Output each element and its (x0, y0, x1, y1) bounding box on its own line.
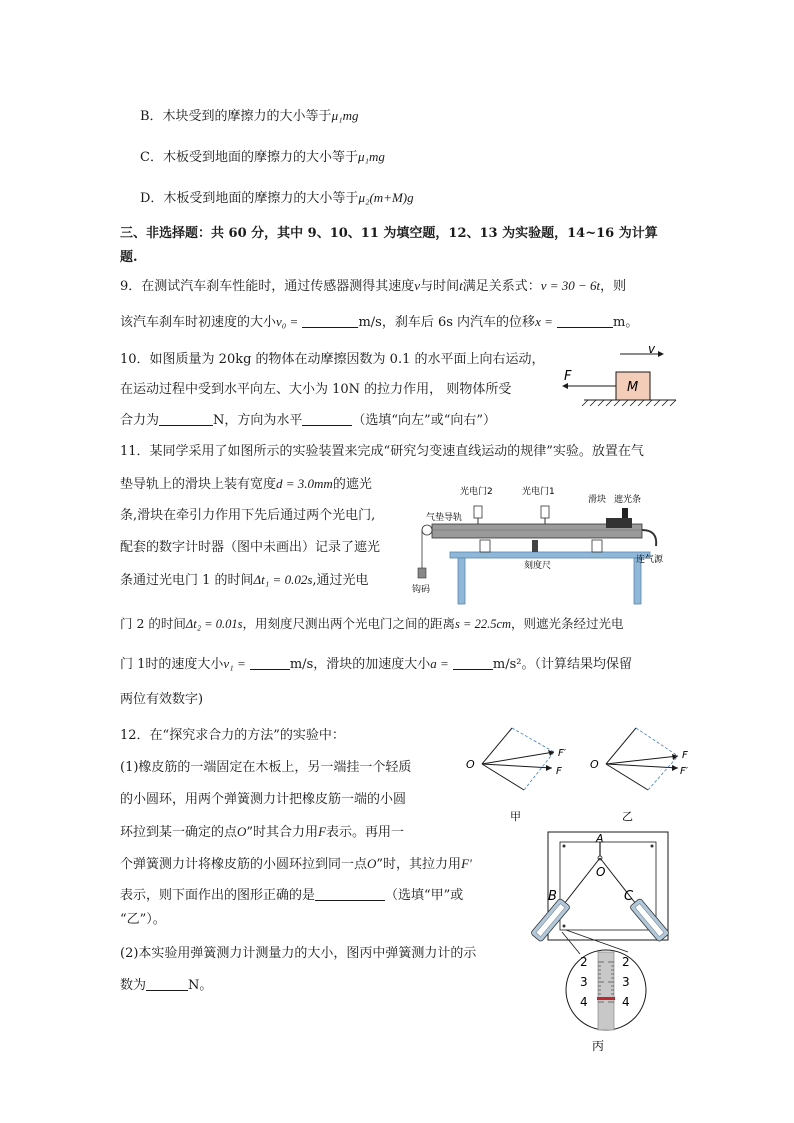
q9-text-d: ，则 (600, 279, 627, 294)
q11-line7-text-c: m/s²。（计算结果均保留 (492, 657, 633, 672)
figure-yi (586, 722, 698, 828)
section3-heading: 三、非选择题：共 60 分，其中 9、10、11 为填空题，12、13 为实验题，14~16 为计算 (120, 226, 658, 241)
option-c-math: μ₁mg (357, 149, 385, 164)
q10-blank-direction[interactable] (302, 412, 352, 426)
q11-line7-text: 门 1时的速度大小 (120, 657, 224, 672)
q9-equation: v = 30 − 6t (540, 278, 601, 293)
yi-label-f: F (682, 750, 688, 761)
scale-2-right: 2 (622, 955, 630, 969)
yi-fprime-line (606, 764, 678, 768)
jia-force-2 (482, 764, 524, 790)
force-label: F (564, 369, 572, 384)
q10-line3-text-c: （选填“向左”或“向右”） (352, 413, 496, 428)
q11-line2-text: 垫导轨上的滑块上装有宽度 (120, 477, 277, 492)
q10-line3 (120, 411, 496, 431)
label-c: C (624, 889, 634, 904)
q11-line5-text: 条通过光电门 1 的时间 (120, 573, 254, 588)
option-c (140, 147, 385, 168)
q12-point-o-2: O (367, 856, 377, 871)
q11-width: d = 3.0mm (276, 476, 333, 491)
yi-force-1 (606, 728, 636, 764)
q11-line6 (120, 614, 624, 634)
table-leg-left (458, 558, 465, 604)
ground-hatch (582, 400, 676, 406)
q12-line4-text: 环拉到某一确定的点 (120, 825, 238, 840)
label-gate1: 光电门1 (522, 487, 555, 497)
q9-line2 (120, 312, 638, 333)
jia-label-o: O (466, 758, 475, 771)
q9-line2-text: 该汽车刹车时初速度的大小 (120, 315, 277, 330)
block-m-label: M (627, 380, 639, 395)
option-c-text: C．木板受到地面的摩擦力的大小等于 (140, 150, 358, 165)
q9-text-b: 与时间 (420, 279, 460, 294)
q9-v-symbol: v (414, 278, 421, 293)
pin-1 (563, 845, 566, 848)
q9-blank-x[interactable] (557, 314, 613, 328)
scale-pointer (597, 997, 615, 1000)
option-d (140, 188, 414, 209)
jia-fprime-line (482, 764, 552, 768)
q10-line3-text: 合力为 (120, 413, 160, 428)
section3-heading-cont: 题. (120, 250, 138, 265)
label-gate2: 光电门2 (460, 487, 493, 497)
velocity-label: v (648, 344, 656, 356)
jia-force-1 (482, 728, 512, 764)
q10-figure (560, 344, 680, 408)
q12-line9-text: 数为 (120, 978, 147, 993)
jia-dash-2 (524, 752, 554, 790)
q11-line3: 条,滑块在牵引力作用下先后通过两个光电门, (120, 508, 376, 523)
rail-support-left (480, 540, 490, 552)
jia-fprime-arrowhead (546, 765, 552, 771)
pin-3 (563, 925, 566, 928)
q12-line6-text-b: （选填“甲”或 (385, 888, 464, 903)
scale-4-left: 4 (580, 995, 588, 1009)
q11-line6-text-b: ，用刻度尺测出两个光电门之间的距离 (242, 616, 456, 631)
q9-line1 (120, 276, 626, 297)
yi-dash-2 (648, 756, 678, 790)
q11-dt2: Δt₂ = 0.01s (185, 617, 243, 631)
q11-v1: v₁ = (223, 656, 246, 671)
label-weight: 钩码 (412, 585, 431, 595)
q12-blank-figure[interactable] (315, 887, 385, 901)
option-b-math: μ₁mg (331, 108, 359, 123)
jia-f-line (482, 752, 554, 764)
label-a: A (596, 832, 604, 845)
option-d-text: D．木板受到地面的摩擦力的大小等于 (140, 191, 359, 206)
q11-line6-text-c: ，则遮光条经过光电 (511, 616, 624, 631)
q12-line5 (120, 854, 472, 875)
scale-3-left: 3 (580, 975, 588, 989)
q12-line8: (2)本实验用弹簧测力计测量力的大小，图丙中弹簧测力计的示 (120, 946, 477, 961)
yi-dash-1 (636, 728, 678, 756)
label-b: B (548, 889, 557, 904)
q9-v0: v₀ = (276, 314, 299, 329)
hook-weight (418, 568, 426, 578)
q9-text-c: 满足关系式： (462, 279, 541, 294)
q9-t-symbol: t (459, 278, 463, 293)
q12-point-o: O (237, 824, 247, 839)
q11-dt1: Δt₁ = 0.02s (253, 572, 313, 587)
pulley (422, 525, 432, 535)
q12-line9 (120, 976, 212, 996)
q12-line2: (1)橡皮筋的一端固定在木板上，另一端挂一个轻质 (120, 760, 412, 775)
yi-f-line (606, 756, 678, 764)
q11-distance: s = 22.5cm (455, 617, 512, 631)
q11-blank-a[interactable] (453, 656, 493, 670)
q11-line7 (120, 654, 632, 675)
scale-body (598, 952, 614, 1030)
velocity-arrowhead (658, 351, 664, 357)
label-o: O (596, 865, 606, 879)
yi-fprime-arrowhead (672, 765, 678, 771)
q11-line4: 配套的数字计时器（图中未画出）记录了遮光 (120, 540, 381, 555)
jia-label-f: F (556, 766, 562, 777)
q9-line2-text-b: m/s，刹车后 6s 内汽车的位移 (358, 315, 536, 330)
scale-3-right: 3 (622, 975, 630, 989)
q9-blank-v0[interactable] (302, 314, 358, 328)
q11-line7-text-b: m/s，滑块的加速度大小 (289, 657, 431, 672)
q11-figure (410, 480, 680, 608)
yi-label-fprime: F′ (680, 766, 689, 777)
q12-fprime-symbol: F′ (461, 856, 472, 871)
q12-line3: 的小圆环，用两个弹簧测力计把橡皮筋一端的小圆 (120, 792, 407, 807)
q10-blank-force[interactable] (159, 412, 213, 426)
q11-blank-v1[interactable] (250, 656, 290, 670)
q9-line2-text-c: m。 (613, 315, 639, 330)
label-rail: 气垫导轨 (426, 513, 463, 523)
label-slider: 滑块 (588, 495, 607, 505)
q12-line1: 12．在“探究求合力的方法”的实验中： (120, 728, 345, 743)
light-strip (622, 508, 628, 518)
label-air: 连气源 (636, 555, 664, 565)
yi-caption: 乙 (622, 810, 633, 823)
q11-line1: 11．某同学采用了如图所示的实验装置来完成“研究匀变速直线运动的规律”实验。放置在气 (120, 444, 644, 459)
q12-line5-text-b: ”时，其拉力用 (376, 857, 462, 872)
q12-line4-text-c: 表示。再用一 (326, 825, 405, 840)
option-b-text: B．木块受到的摩擦力的大小等于 (140, 109, 332, 124)
jia-caption: 甲 (510, 810, 521, 823)
q10-line1: 10．如图质量为 20kg 的物体在动摩擦因数为 0.1 的水平面上向右运动， (120, 352, 545, 367)
q11-line2 (120, 474, 372, 495)
q12-line5-text: 个弹簧测力计将橡皮筋的小圆环拉到同一点 (120, 857, 368, 872)
yi-force-2 (606, 764, 648, 790)
figure-jia (462, 722, 574, 828)
q9-text: 9．在测试汽车刹车性能时，通过传感器测得其速度 (120, 279, 415, 294)
figure-bing (528, 828, 678, 1058)
option-d-math: μ₂(m+M)g (358, 190, 414, 205)
yi-label-o: O (590, 758, 599, 771)
label-ruler: 刻度尺 (524, 561, 552, 571)
q12-line9-text-b: N。 (188, 978, 213, 993)
option-b (140, 106, 359, 127)
q12-line7: “乙”）。 (120, 912, 166, 927)
ruler-clamp (532, 540, 538, 552)
slider (606, 518, 632, 528)
label-strip: 遮光条 (614, 495, 642, 505)
q12-line6-text: 表示，则下面作出的图形正确的是 (120, 888, 316, 903)
air-hose (642, 530, 656, 546)
q11-a: a = (430, 656, 449, 671)
q11-line5-text-b: ,通过光电 (312, 573, 369, 588)
jia-dash-1 (512, 728, 554, 752)
scale-2-left: 2 (580, 955, 588, 969)
jia-label-fprime: F′ (558, 748, 567, 759)
rail-support-right (592, 540, 602, 552)
q11-line2-text-b: 的遮光 (332, 477, 372, 492)
q11-line8: 两位有效数字) (120, 692, 204, 707)
q11-line6-text: 门 2 的时间 (120, 616, 186, 631)
pin-2 (651, 845, 654, 848)
gate2 (474, 506, 482, 518)
q10-line3-text-b: N，方向为水平 (213, 413, 303, 428)
bing-caption: 丙 (592, 1039, 605, 1053)
table-top (450, 552, 650, 558)
q9-x: x = (535, 314, 553, 329)
scale-4-right: 4 (622, 995, 630, 1009)
q11-line5 (120, 570, 369, 591)
q12-f-symbol: F (318, 824, 327, 839)
q12-line4-text-b: ”时其合力用 (246, 825, 319, 840)
q12-blank-reading[interactable] (146, 977, 188, 991)
q10-line2: 在运动过程中受到水平向左、大小为 10N 的拉力作用， 则物体所受 (120, 382, 512, 397)
q12-line4 (120, 822, 404, 843)
q12-line6 (120, 886, 463, 906)
gate1 (541, 506, 549, 518)
